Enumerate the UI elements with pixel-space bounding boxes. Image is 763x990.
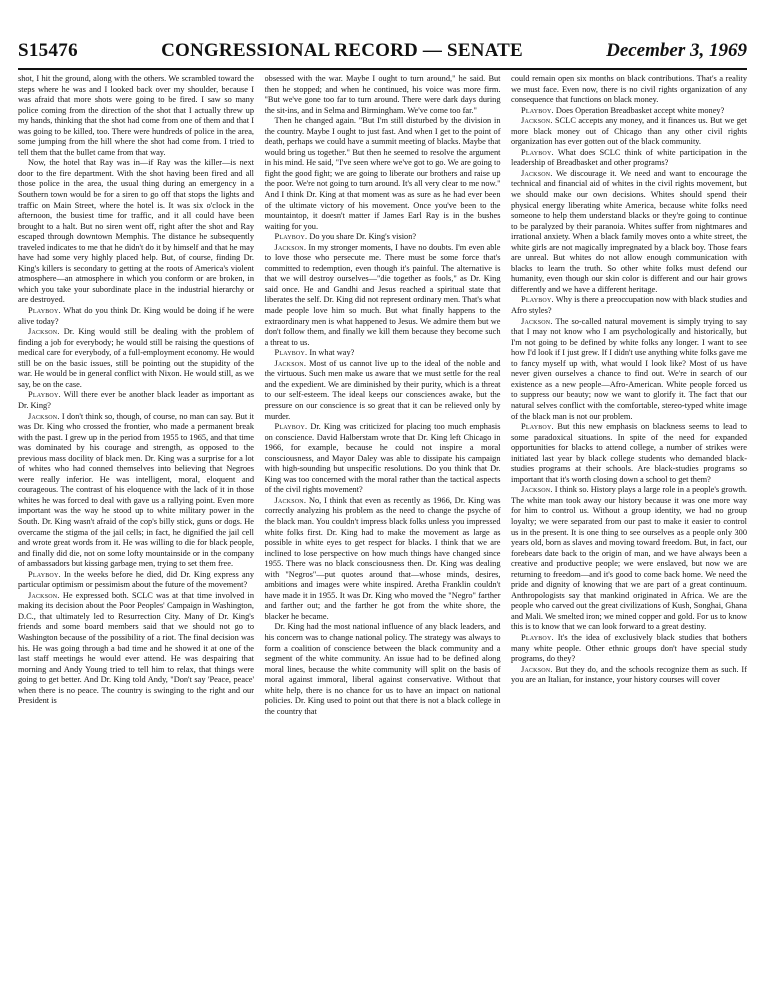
speaker-label: Jackson. xyxy=(274,358,307,368)
paragraph xyxy=(265,359,501,422)
speaker-label: Playboy. xyxy=(274,348,308,358)
speaker-label: Playboy. xyxy=(521,105,554,115)
paragraph xyxy=(265,422,501,496)
paragraph xyxy=(18,327,254,390)
column-3 xyxy=(511,74,747,984)
paragraph xyxy=(265,232,501,243)
paragraph xyxy=(511,485,747,633)
speaker-label: Jackson. xyxy=(521,316,553,326)
paragraph-text: It's the idea of exclusively black studies that bothers many white people. Other ethnic groups don't have special study programs, do they? xyxy=(511,632,747,664)
paragraph-text: But they do, and the schools recognize them as such. If you are an Italian, for instance, your history courses will cover xyxy=(511,664,747,685)
paragraph xyxy=(18,306,254,327)
paragraph xyxy=(511,665,747,686)
paragraph-text: Dr. King would still be dealing with the problem of finding a job for everybody; he would still be raising the questions of medical care for everybody, of a full-employment economy. He would still be on the basic issues, still be pointing out the stupidity of the war. He would be in general conflict with Nixon. He would still, as we say, be on the case. xyxy=(18,327,254,389)
paragraph xyxy=(265,243,501,348)
paragraph xyxy=(511,169,747,296)
paragraph-text: No, I think that even as recently as 1966, Dr. King was correctly analyzing his problem as the need to change the psyche of the black man. You couldn't impress black folks unless you impressed white folks first. Dr. King had to make the movement as large as possible in white eyes to get respect for blacks. I think that we are inclined to lose perspective on how much things have changed since 1955. There was no black consciousness then. Dr. King was dealing with "Negros"—put quotes around that—whose minds, desires, ambitions and images were white inspired. Aretha Franklin couldn't have made it in 1955. It was Dr. King who moved the "Negro" farther and farther out; and the farther he got from the white shore, the blacker he became. xyxy=(264,495,501,621)
speaker-label: Playboy. xyxy=(521,632,554,642)
paragraph xyxy=(511,295,747,316)
speaker-label: Jackson. xyxy=(28,327,60,337)
paragraph-text: Will there ever be another black leader as important as Dr. King? xyxy=(18,390,254,410)
paragraph xyxy=(18,390,254,411)
paragraph xyxy=(18,74,254,158)
speaker-label: Jackson. xyxy=(28,590,60,600)
speaker-label: Playboy. xyxy=(521,422,554,432)
paragraph xyxy=(265,348,501,359)
paragraph xyxy=(18,591,254,707)
speaker-label: Playboy. xyxy=(521,295,554,305)
speaker-label: Playboy. xyxy=(28,390,61,400)
paragraph-text: Dr. King had the most national influence of any black leaders, and his concern was to change national policy. The strategy was always to form a coalition of conscience between the black community and a segment of the white community. An issue had to be defined along moral lines, because the white community will split on the basis of moral against immoral, liberal against conservative. Without that white help, there is no chance for us to have an impact on national policies. Dr. King used to point out that there is not a black college in the country that xyxy=(264,622,501,716)
paragraph xyxy=(511,74,747,106)
speaker-label: Playboy. xyxy=(28,569,61,579)
paragraph xyxy=(265,622,501,717)
paragraph xyxy=(511,422,747,485)
paragraph xyxy=(18,570,254,591)
paragraph-text: Does Operation Breadbasket accept white money? xyxy=(555,105,725,115)
masthead xyxy=(18,40,747,70)
paragraph-text: In what way? xyxy=(309,348,355,358)
paragraph xyxy=(511,116,747,148)
speaker-label: Jackson. xyxy=(28,411,60,421)
speaker-label: Jackson. xyxy=(274,242,307,252)
speaker-label: Playboy. xyxy=(274,422,308,432)
paragraph xyxy=(511,106,747,117)
paragraph-text: I think so. History plays a large role in a people's growth. The white man took away our history because it was one more way for him to control us. Without a group identity, we had no group loyalty; we were separated from our past to make it easier to control us in the present. It is one thing to see ourselves as a people only 300 years old, born as slaves and moving toward freedom. But, in fact, our forebears date back to the origin of man, and we have always been a creative and productive people; we were enslaved, but now we are returning to freedom—and it's good to come back home. We need the pride and dignity of knowing that we are part of a great continuum. Anthropologists say that mankind originated in Africa. We are the people who carved out the great civilizations of Kush, Songhai, Ghana and Mali. We smelted iron; we mined copper and gold. For us to know this is to know that we can look forward to a great destiny. xyxy=(511,485,747,632)
issue-date: December 3, 1969 xyxy=(606,40,747,61)
column-2 xyxy=(265,74,501,984)
paragraph-text: I don't think so, though, of course, no man can say. But it was Dr. King who crossed the frontier, who made a permanent break with the past. I grew up in the period from 1955 to 1965, and that time was dominated by his courage and strength, as opposed to the previous mass docility of black men. Dr. King was a surprise for a lot of whites who had conned themselves into believing that Negroes were really inferior. He was intelligent, moral, eloquent and courageous. The contrast of his eloquence with the lack of it in those whites he was forced to deal with gave us a rallying point. Even more important was the way he stood up to white military power in the South. Dr. King wasn't afraid of the cop's billy stick, guns or dogs. He overcame the stigma of the jail cells; in fact, he dignified the jail cell and wrote great words from it. He was willing to die for black people, and finally did die, not on some lofty mountainside or in the company of ambassadors but kissing garbage men, trying to set them free. xyxy=(18,411,254,569)
column-1 xyxy=(18,74,254,984)
paragraph-text: In my stronger moments, I have no doubts. I'm even able to love those who persecute me. There must be some force that's committed to redemption, even though it's painful. The alternative is that we will destroy ourselves—"die together as fools," as Dr. King said once. He and Gandhi and Jesus reached a spiritual state that liberates the self. Dr. King did not represent ordinary men. That's what made people love him so much. But what finally happens to the extraordinary men is what happened to Jesus. We admire them but we don't follow them, and finally we kill them because they become such a threat to us. xyxy=(264,242,501,347)
paragraph-text: The so-called natural movement is simply trying to say that I may not know who I am psychologically and historically, but I'm not going to be defined by white folks any longer. I want to see how I'd look if I just grew. If I didn't use anything white folks gave me to fancy myself up with, what would I look like? Most of us have never given ourselves a chance to find out. We're in search of our existence as a new people—Afro-American. White people forced us to suppress our beauty; now we want to glorify it. The fact that our natural selves conflict with the comfortable, stereo-typed white image of the black man is not our problem. xyxy=(511,316,747,421)
speaker-label: Jackson. xyxy=(521,116,553,126)
paragraph xyxy=(265,74,501,116)
paragraph-text: Do you share Dr. King's vision? xyxy=(309,232,417,242)
paragraph xyxy=(511,148,747,169)
paragraph xyxy=(511,317,747,422)
paragraph xyxy=(511,633,747,665)
page-number: S15476 xyxy=(18,40,78,61)
paragraph-text: In the weeks before he died, did Dr. King express any particular optimism or pessimism about the future of the movement? xyxy=(18,569,254,590)
paragraph xyxy=(265,496,501,623)
paragraph xyxy=(265,116,501,232)
paragraph xyxy=(18,158,254,306)
paragraph-text: could remain open six months on black contributions. That's a reality we must face. Even now, there is no civil rights organization of any consequence that functions on black money. xyxy=(511,74,747,105)
speaker-label: Playboy. xyxy=(28,306,61,316)
paragraph-text: Most of us cannot live up to the ideal of the noble and the virtuous. Such men make us aware that we must settle for the real and the expedient. We are diminished by their purity, which is a threat to our self-esteem. The ideal keeps our consciences awake, but the pressure on our conscience is so great that it can be relieved only by murder. xyxy=(264,358,501,421)
paragraph-text: obsessed with the war. Maybe I ought to turn around," he said. But then he stopped; and when he continued, his voice was more firm. "But we've gone too far to turn around. There were dark days during the sit-ins, and in Selma and Birmingham. We've come too far." xyxy=(264,74,501,115)
speaker-label: Jackson. xyxy=(521,168,553,178)
speaker-label: Jackson. xyxy=(521,485,553,495)
text-columns xyxy=(18,74,747,984)
paragraph-text: shot, I hit the ground, along with the others. We scrambled toward the steps where he was and I looked back over my shoulder, because I was afraid that more shots were going to be fired. I saw so many police coming from the direction of the shot that I actually threw up my hands, thinking that the shot had come from one of them and that I was going to be killed, too. There were hundreds of police in the area, some jumping from the hill where the shot had come from. I tried to tell them that the bullet came from that way. xyxy=(18,74,254,157)
paragraph-text: He expressed both. SCLC was at that time involved in making its decision about the Poor Peoples' Campaign in Washington, D.C., that ultimately led to Resurrection City. Many of Dr. King's friends and some board members said that we should not go to Washington because of the possibility of a riot. The final decision was his. He was going through a bad time and he showed it at one of the last staff meetings he would ever attend. He was despairing that morning and Andy Young tried to tell him to relax, that things were going to get better. And Dr. King told Andy, "Don't say 'Peace, peace' when there is no peace. The country is swinging to the right and our President is xyxy=(18,590,254,706)
speaker-label: Jackson. xyxy=(274,495,307,505)
paragraph-text: SCLC accepts any money, and it finances us. But we get more black money out of Chicago than any other civil rights organization has ever gotten out of the black community. xyxy=(511,116,747,147)
speaker-label: Jackson. xyxy=(521,664,553,674)
paragraph-text: Then he changed again. "But I'm still disturbed by the division in the country. Maybe I ought to just fast. And when I get to the point of death, perhaps we could have a summit meeting of blacks. Maybe that would bring us together." But then he seemed to resolve the argument in his mind. He said, "I've seen where we've got to go. We are going to fight the good fight; we are going to liberate our brothers and raise up the poor. We're not going to turn around. It's all very clear to me now." And I think Dr. King at that moment was as sure as he had ever been of the ultimate victory of his movement. Once you've been to the mountaintop, it doesn't matter if James Earl Ray is in the bushes waiting for you. xyxy=(264,116,501,231)
paragraph xyxy=(18,412,254,570)
paragraph-text: Dr. King was criticized for placing too much emphasis on conscience. David Halberstam wrote that Dr. King left Chicago in 1966, for example, because he could not inspire a moral consciousness, and Mayor Daley was able to dissipate his campaign with high-sounding but unspecific resolutions. Do you think that Dr. King was too concerned with the moral rather than the tactical aspects of the civil rights movement? xyxy=(264,422,501,495)
paragraph-text: We discourage it. We need and want to encourage the technical and financial aid of whites in the civil rights movement, but we should make our own decisions. Whites should spend their physical energy liberating white America, because white folks need someone to help them understand blacks or they're going to continue to be paralyzed by their paranoia. Whites suffer from nightmares and irrational anxiety. When a black family moves onto a white street, the white girls are not magically impregnated by a black boy. Those fears are unreal. But whites do not allow enough communication with blacks to learn the truth. So other white folks must defend our humanity, even though our skin color is different and our hair grows differently and we have a different heritage. xyxy=(511,168,747,294)
publication-title: CONGRESSIONAL RECORD — SENATE xyxy=(161,40,523,61)
paragraph-text: Now, the hotel that Ray was in—if Ray was the killer—is next door to the fire department. With the shot having been fired and all those police in the area, the usual thing during an emergency in a Southern town would be for a siren to go off that stops the lights and traffic on Main Street, where the hotel is. It was six o'clock in the afternoon, the busiest time for traffic, and it all could have been brought to a halt. But no siren went off, right after the shot and Ray escaped through downtown Memphis. The distance he subsequently traveled indicates to me that he didn't do it by himself and that he may have had some very highly placed help. But, of course, finding Dr. King's killers is secondary to getting at the roots of America's violent atmosphere—an atmosphere in which you conform or are broken, in which you take your subordinate place in the industrial hierarchy or are destroyed. xyxy=(18,158,254,305)
paragraph-text: But this new emphasis on blackness seems to lead to some paradoxical situations. In spite of the need for expanded opportunities for blacks to attend college, a number of strikes were initiated last year by black college students who demanded black-studies programs at their schools. Are black-studies programs so important that it's worth closing down a school to get them? xyxy=(511,422,747,484)
speaker-label: Playboy. xyxy=(521,147,554,157)
paragraph-text: What does SCLC think of white participation in the leadership of Breadbasket and other programs? xyxy=(511,147,747,168)
speaker-label: Playboy. xyxy=(274,232,308,242)
paragraph-text: Why is there a preoccupation now with black studies and Afro styles? xyxy=(511,295,747,316)
paragraph-text: What do you think Dr. King would be doing if he were alive today? xyxy=(18,306,254,326)
